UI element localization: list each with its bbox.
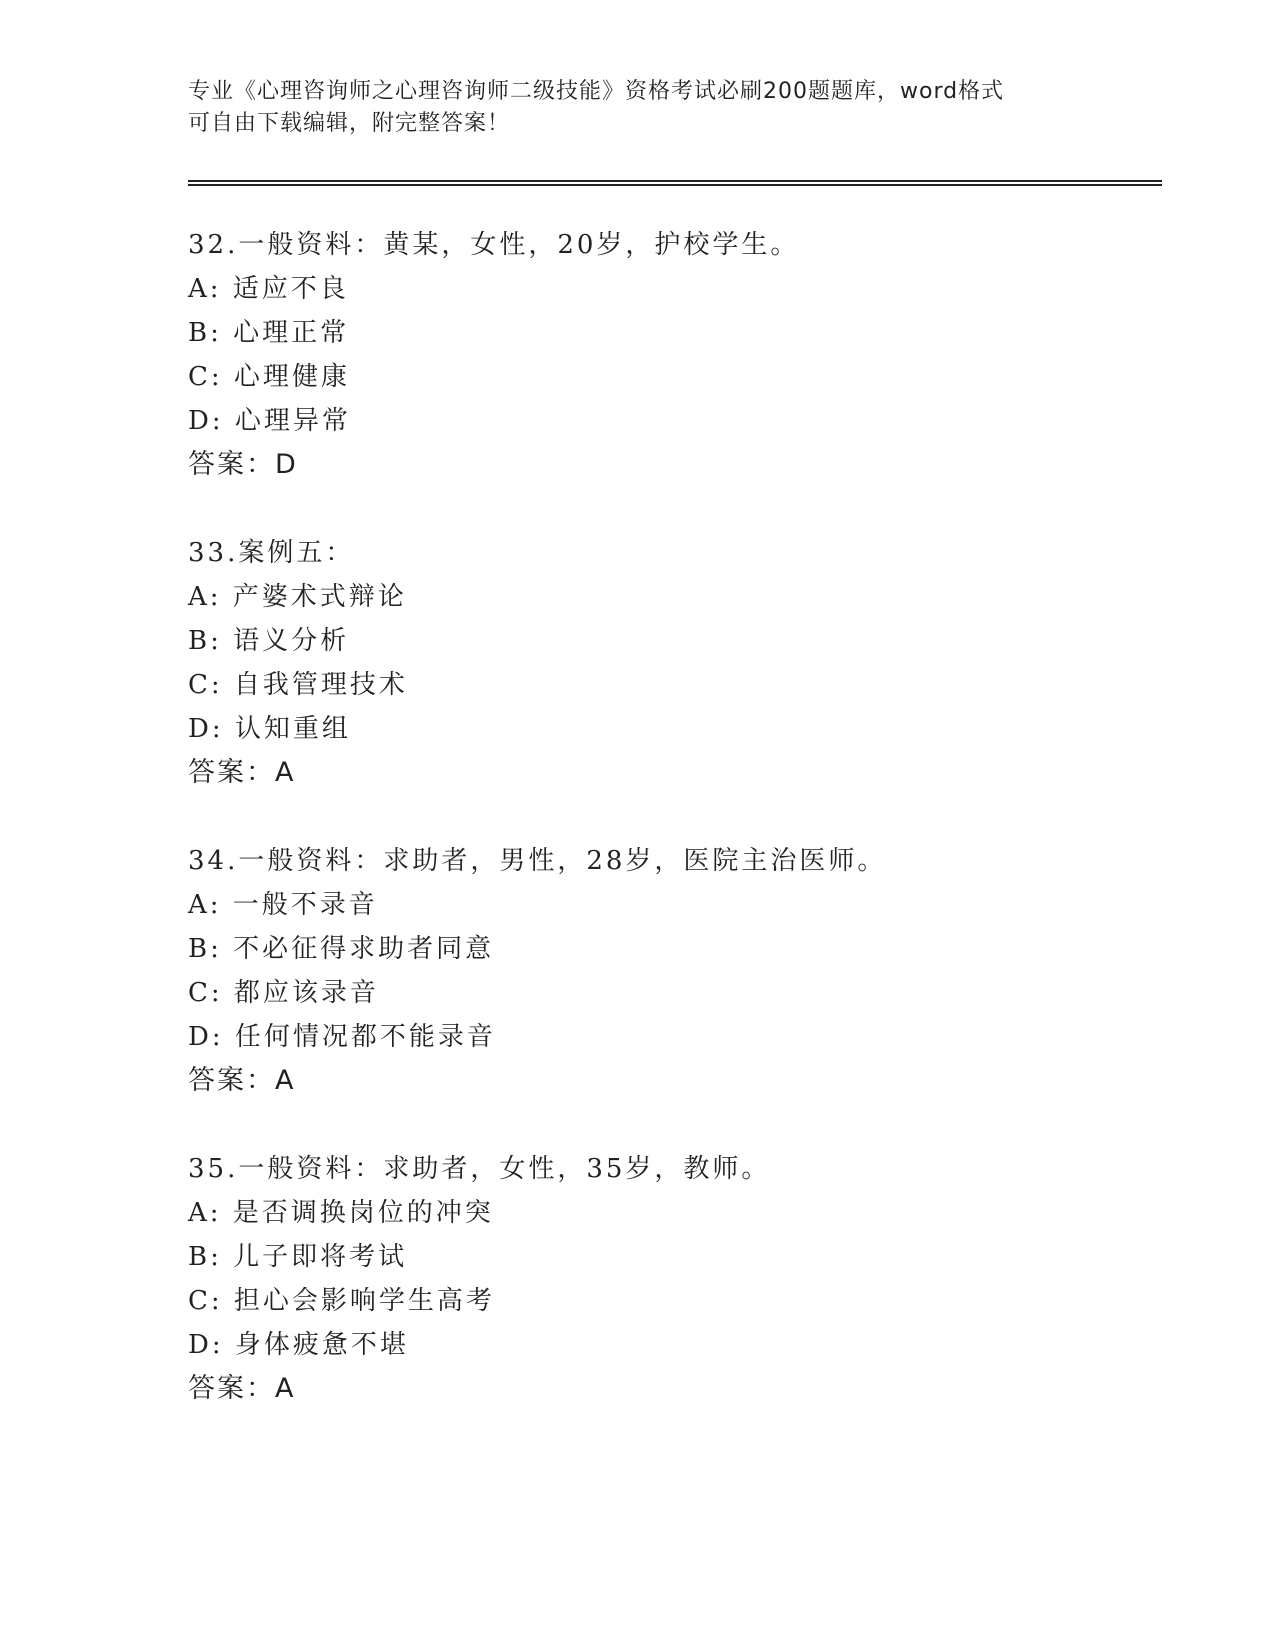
option-d: D: 心理异常 bbox=[188, 406, 351, 436]
option-d: D: 任何情况都不能录音 bbox=[188, 1022, 496, 1052]
option-d: D: 认知重组 bbox=[188, 714, 351, 744]
option-d: D: 身体疲惫不堪 bbox=[188, 1330, 409, 1360]
header-line-1: 专业《心理咨询师之心理咨询师二级技能》资格考试必刷200题题库，word格式 bbox=[188, 79, 1005, 104]
option-c: C: 都应该录音 bbox=[188, 978, 379, 1008]
option-a: A: 适应不良 bbox=[188, 274, 349, 304]
answer-text: 答案：D bbox=[188, 449, 298, 480]
option-b: B: 语义分析 bbox=[188, 626, 350, 656]
answer-text: 答案：A bbox=[188, 1373, 296, 1404]
header-divider-top bbox=[188, 180, 1162, 182]
option-c: C: 心理健康 bbox=[188, 362, 350, 392]
question-title: 32.一般资料：黄某，女性，20岁，护校学生。 bbox=[188, 230, 800, 260]
document-header bbox=[188, 76, 1088, 140]
answer-text: 答案：A bbox=[188, 1065, 296, 1096]
answer-text: 答案：A bbox=[188, 757, 296, 788]
question-title: 34.一般资料：求助者，男性，28岁，医院主治医师。 bbox=[188, 846, 887, 876]
question-title: 35.一般资料：求助者，女性，35岁，教师。 bbox=[188, 1154, 771, 1184]
header-divider-bottom bbox=[188, 184, 1162, 186]
option-b: B: 心理正常 bbox=[188, 318, 350, 348]
option-a: A: 产婆术式辩论 bbox=[188, 582, 407, 612]
option-b: B: 不必征得求助者同意 bbox=[188, 934, 495, 964]
option-c: C: 自我管理技术 bbox=[188, 670, 408, 700]
option-a: A: 一般不录音 bbox=[188, 890, 378, 920]
option-b: B: 儿子即将考试 bbox=[188, 1242, 408, 1272]
question-title: 33.案例五： bbox=[188, 538, 355, 568]
header-line-2: 可自由下载编辑，附完整答案！ bbox=[188, 111, 511, 136]
option-a: A: 是否调换岗位的冲突 bbox=[188, 1198, 494, 1228]
option-c: C: 担心会影响学生高考 bbox=[188, 1286, 495, 1316]
